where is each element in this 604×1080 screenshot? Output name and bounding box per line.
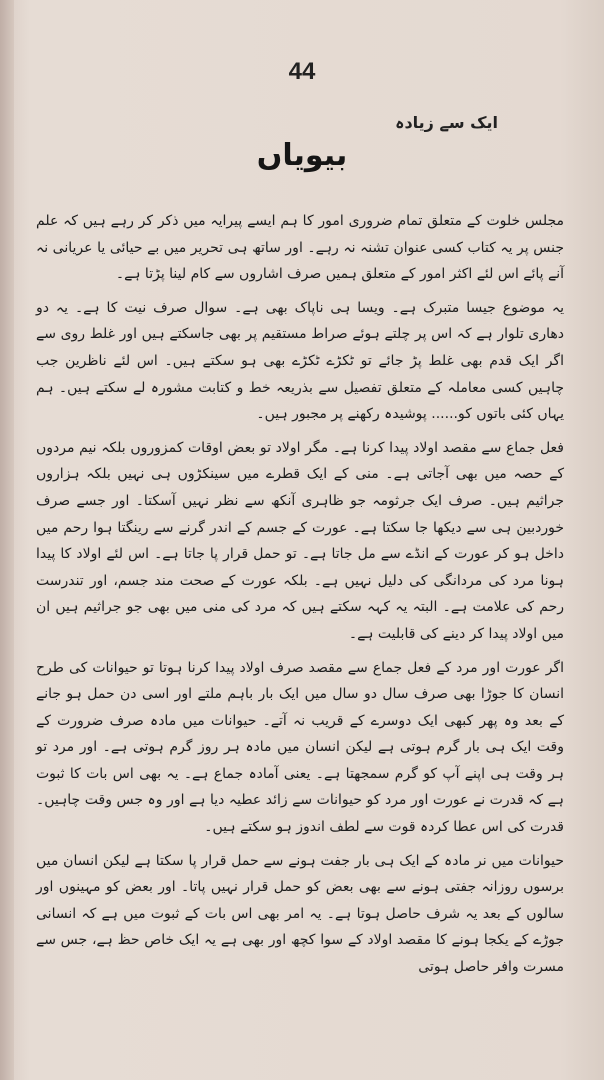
chapter-title: بیویاں bbox=[256, 138, 348, 173]
body-text bbox=[36, 208, 564, 988]
paragraph: اگر عورت اور مرد کے فعل جماع سے مقصد صرف اولاد پیدا کرنا ہوتا تو حیوانات کی طرح انسان کا جوڑا بھی صرف سال دو سال میں ایک بار باہم ملتے اور اسی دن حمل ہو جانے کے بعد وہ پھر کبھی ایک دوسرے کے قریب نہ آتے۔ حیوانات میں مادہ صرف ضرورت کے وقت ایک ہی بار گرم ہوتی ہے لیکن انسان میں مادہ ہر روز گرم ہوتی ہے۔ اور مرد تو ہر وقت ہی اپنے آپ کو گرم سمجھتا ہے۔ یعنی آمادہ جماع ہے۔ یہ بھی اس بات کا ثبوت ہے کہ قدرت نے عورت اور مرد کو حیوانات سے زائد عطیہ دیا ہے اور وہ جس وقت چاہیں۔ قدرت کی اس عطا کردہ قوت سے لطف اندوز ہو سکتے ہیں۔ bbox=[36, 659, 564, 836]
section-label: ایک سے زیادہ bbox=[395, 113, 498, 132]
paragraph: فعل جماع سے مقصد اولاد پیدا کرنا ہے۔ مگر اولاد تو بعض اوقات کمزوروں بلکہ نیم مردوں کے حصہ میں بھی آجاتی ہے۔ منی کے ایک قطرے میں سینکڑوں ہی نہیں بلکہ ہزاروں جراثیم ہیں۔ صرف ایک جرثومہ جو ظاہری آنکھ سے نظر نہیں آسکتا۔ اور جسے صرف خوردبین ہی سے دیکھا جا سکتا ہے۔ عورت کے جسم کے اندر گرنے سے رینگتا ہوا رحم میں داخل ہو کر عورت کے انڈے سے مل جاتا ہے۔ تو حمل قرار پا جاتا ہے۔ اس لئے اولاد کا پیدا ہونا مرد کی مردانگی کی دلیل نہیں ہے۔ بلکہ عورت کے صحت مند جسم، اور تندرست رحم کی علامت ہے۔ البتہ یہ کہہ سکتے ہیں کہ مرد کی منی میں بھی جو جراثیم ہیں ان میں اولاد پیدا کر دینے کی قابلیت ہے۔ bbox=[36, 439, 564, 642]
paragraph: مجلس خلوت کے متعلق تمام ضروری امور کا ہم ایسے پیرایہ میں ذکر کر رہے ہیں کہ علم جنس پر یہ کتاب کسی عنوان تشنہ نہ رہے۔ اور ساتھ ہی تحریر میں بے حیائی یا عریانی نہ آنے پائے اس لئے اکثر امور کے متعلق ہمیں صرف اشاروں سے کام لینا پڑتا ہے۔ bbox=[36, 213, 564, 283]
page-number: 44 bbox=[288, 58, 316, 85]
paragraph: حیوانات میں نر مادہ کے ایک ہی بار جفت ہونے سے حمل قرار پا سکتا ہے لیکن انسان میں برسوں روزانہ جفتی ہونے سے بھی بعض کو حمل قرار نہیں پاتا۔ اور بعض کو مہینوں اور سالوں کے بعد یہ شرف حاصل ہوتا ہے۔ یہ امر بھی اس بات کے ثبوت میں ہے کہ انسانی جوڑے کے یکجا ہونے کا مقصد اولاد کے سوا کچھ اور بھی ہے یہ ایک خاص حظ ہے، جس سے مسرت وافر حاصل ہوتی bbox=[36, 852, 564, 976]
paragraph: یہ موضوع جیسا متبرک ہے۔ ویسا ہی ناپاک بھی ہے۔ سوال صرف نیت کا ہے۔ یہ دو دھاری تلوار ہے کہ اس پر چلتے ہوئے صراط مستقیم پر بھی جاسکتے ہیں اور غلط روی سے اگر ایک قدم بھی غلط پڑ جائے تو ٹکڑے ٹکڑے بھی ہو سکتے ہیں۔ اس لئے ناظرین جب چاہیں کسی معاملہ کے متعلق تفصیل سے بذریعہ خط و کتابت مشورہ لے سکتے ہیں۔ ہم یہاں کئی باتوں کو...... پوشیدہ رکھنے پر مجبور ہیں۔ bbox=[36, 299, 564, 423]
